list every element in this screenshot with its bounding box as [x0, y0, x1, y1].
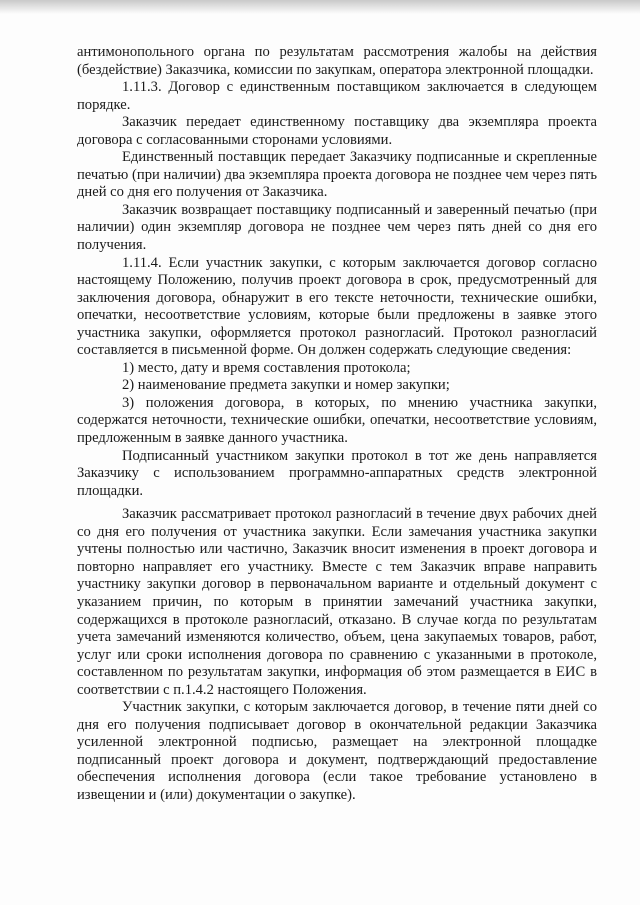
list-item-3: 3) положения договора, в которых, по мнению участника закупки, содержатся неточности, технические ошибки, опечатки, несоответствие условиям, предложенным в заявке данного участника.	[77, 394, 597, 447]
paragraph-customer-reviews: Заказчик рассматривает протокол разногласий в течение двух рабочих дней со дня его получения от участника закупки. Если замечания участника закупки учтены полностью или частично, Заказчик вносит изменения в проект договора и повторно направляет его участнику. Вместе с тем Заказчик вправе направить участнику закупки договор в первоначальном варианте и отдельный документ с указанием причин, по которым в принятии замечаний участника закупки, содержащихся в протоколе разногласий, отказано. В случае когда по результатам учета замечаний изменяются количество, объем, цена закупаемых товаров, работ, услуг или сроки исполнения договора по сравнению с указанными в протоколе, составленном по результатам закупки, информация об этом размещается в ЕИС в соответствии с п.1.4.2 настоящего Положения.	[77, 506, 597, 698]
document-page	[77, 44, 597, 805]
paragraph-participant-signs: Участник закупки, с которым заключается договор, в течение пяти дней со дня его получения подписывает договор в окончательной редакции Заказчика усиленной электронной подписью, размещает на электронной площадке подписанный проект договора и документ, подтверждающий предоставление обеспечения исполнения договора (если такое требование установлено в извещении и (или) документации о закупке).	[77, 699, 597, 803]
clause-1-11-4: 1.11.4. Если участник закупки, с которым заключается договор согласно настоящему Положению, получив проект договора в срок, предусмотренный для заключения договора, обнаружит в его тексте неточности, технические ошибки, опечатки, несоответствие условиям, которые были предложены в заявке этого участника закупки, оформляется протокол разногласий. Протокол разногласий составляется в письменной форме. Он должен содержать следующие сведения:	[77, 254, 597, 359]
clause-1-11-3: 1.11.3. Договор с единственным поставщиком заключается в следующем порядке.	[77, 79, 597, 113]
scan-top-edge	[0, 0, 640, 14]
list-item-1: 1) место, дату и время составления протокола;	[122, 359, 411, 376]
paragraph-protocol-sent: Подписанный участником закупки протокол в тот же день направляется Заказчику с использованием программно-аппаратных средств электронной площадки.	[77, 447, 597, 499]
list-item-2: 2) наименование предмета закупки и номер закупки;	[122, 377, 450, 394]
paragraph-supplier-transfers: Единственный поставщик передает Заказчику подписанные и скрепленные печатью (при наличии) два экземпляра проекта договора не позднее чем через пять дней со дня его получения от Заказчика.	[77, 149, 597, 201]
paragraph-continuation: антимонопольного органа по результатам рассмотрения жалобы на действия (бездействие) Заказчика, комиссии по закупкам, оператора электронной площадки.	[77, 44, 597, 78]
paragraph-customer-transfers: Заказчик передает единственному поставщику два экземпляра проекта договора с согласованными сторонами условиями.	[77, 114, 597, 148]
paragraph-customer-returns: Заказчик возвращает поставщику подписанный и заверенный печатью (при наличии) один экземпляр договора не позднее чем через пять дней со дня его получения.	[77, 201, 597, 254]
